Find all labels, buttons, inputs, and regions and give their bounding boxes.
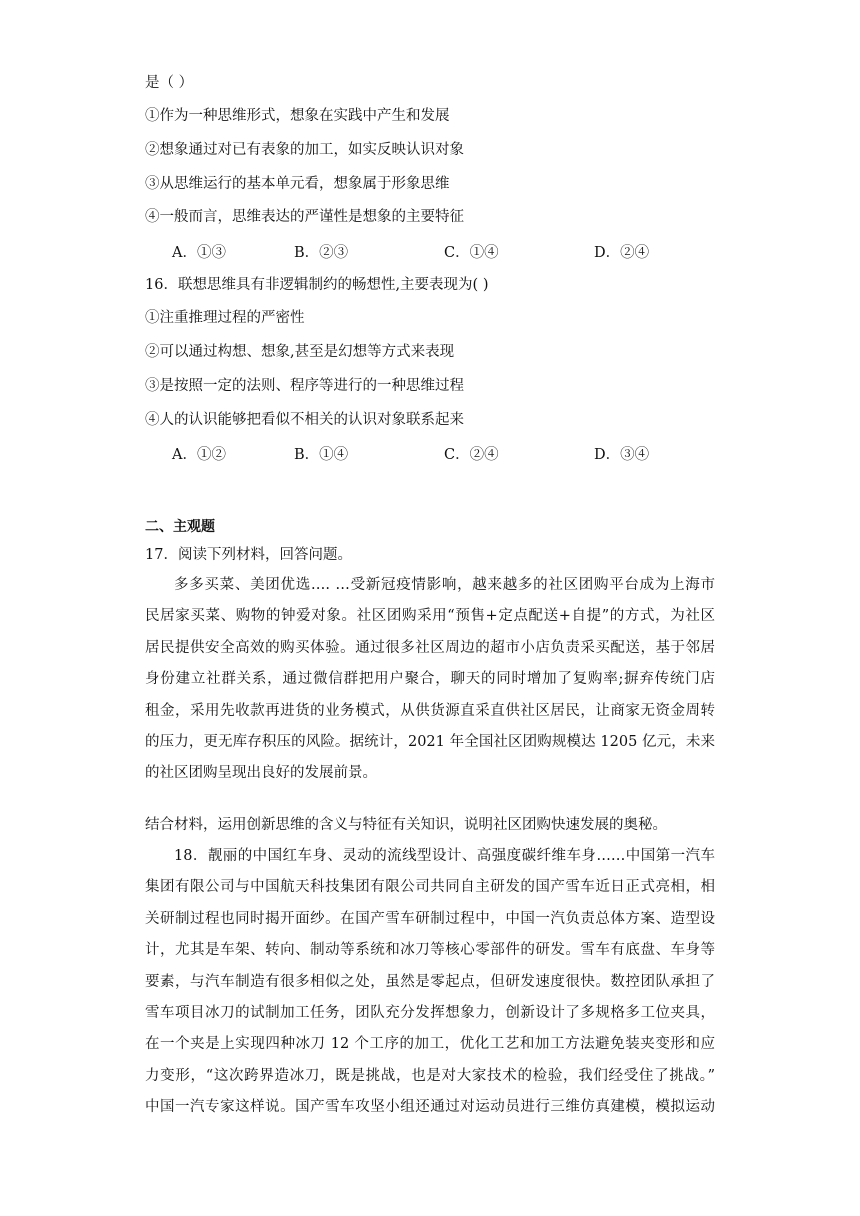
q16-option-d: D．③④ bbox=[594, 447, 650, 463]
section-heading: 二、主观题 bbox=[145, 519, 215, 535]
q18-material-line: 要素，与汽车制造有很多相似之处，虽然是零起点，但研发速度很快。数控团队承担了 bbox=[145, 973, 715, 990]
q16-item-2: ②可以通过构想、想象,甚至是幻想等方式来表现 bbox=[145, 344, 455, 360]
q15-item-4: ④一般而言，思维表达的严谨性是想象的主要特征 bbox=[145, 209, 464, 225]
q18-material-line: 计，尤其是车架、转向、制动等系统和冰刀等核心零部件的研发。雪车有底盘、车身等 bbox=[145, 942, 715, 959]
q16-item-4: ④人的认识能够把看似不相关的认识对象联系起来 bbox=[145, 412, 464, 428]
q18-material bbox=[145, 841, 715, 1124]
q16-option-c: C．②④ bbox=[444, 447, 499, 463]
q16-option-a: A．①② bbox=[172, 447, 226, 463]
q17-material-line: 民居家买菜、购物的钟爱对象。社区团购采用“预售+定点配送+自提”的方式，为社区 bbox=[145, 608, 715, 625]
q15-option-c: C．①④ bbox=[444, 245, 499, 261]
q17-material-line: 租金，采用先收款再进货的业务模式，从供货源直采直供社区居民，让商家无资金周转 bbox=[145, 702, 715, 719]
q16-item-1: ①注重推理过程的严密性 bbox=[145, 310, 305, 326]
q18-material-line: 力变形，“这次跨界造冰刀，既是挑战，也是对大家技术的检验，我们经受住了挑战。” bbox=[145, 1067, 715, 1084]
q15-item-1: ①作为一种思维形式，想象在实践中产生和发展 bbox=[145, 108, 450, 124]
q16-stem: 16．联想思维具有非逻辑制约的畅想性,主要表现为( ) bbox=[145, 277, 489, 293]
q18-material-line: 18．靓丽的中国红车身、灵动的流线型设计、高强度碳纤维车身……中国第一汽车 bbox=[174, 848, 715, 864]
q15-stem-tail: 是（ ） bbox=[145, 75, 194, 91]
q17-stem: 17．阅读下列材料，回答问题。 bbox=[145, 547, 352, 563]
q17-question: 结合材料，运用创新思维的含义与特征有关知识，说明社区团购快速发展的奥秘。 bbox=[145, 817, 667, 833]
q15-option-b: B．②③ bbox=[294, 245, 349, 261]
q18-material-line: 雪车项目冰刀的试制加工任务，团队充分发挥想象力，创新设计了多规格多工位夹具， bbox=[145, 1004, 715, 1021]
q15-option-d: D．②④ bbox=[594, 245, 650, 261]
q15-options bbox=[172, 241, 692, 261]
q16-options bbox=[172, 443, 692, 463]
q17-material bbox=[145, 570, 715, 790]
q18-material-line: 关研制过程也同时揭开面纱。在国产雪车研制过程中，中国一汽负责总体方案、造型设 bbox=[145, 910, 715, 927]
q16-item-3: ③是按照一定的法则、程序等进行的一种思维过程 bbox=[145, 378, 464, 394]
q18-material-line: 集团有限公司与中国航天科技集团有限公司共同自主研发的国产雪车近日正式亮相，相 bbox=[145, 879, 715, 896]
q18-material-line: 中国一汽专家这样说。国产雪车攻坚小组还通过对运动员进行三维仿真建模，模拟运动 bbox=[145, 1099, 715, 1116]
q16-option-b: B．①④ bbox=[294, 447, 349, 463]
q17-material-line: 的社区团购呈现出良好的发展前景。 bbox=[145, 765, 377, 782]
q17-material-line: 多多买菜、美团优选…. …受新冠疫情影响，越来越多的社区团购平台成为上海市 bbox=[174, 577, 715, 593]
q17-material-line: 的压力，更无库存积压的风险。据统计，2021 年全国社区团购规模达 1205 亿元，未来 bbox=[145, 733, 715, 750]
q15-option-a: A．①③ bbox=[172, 245, 226, 261]
q17-material-line: 身份建立社群关系，通过微信群把用户聚合，聊天的同时增加了复购率;摒弃传统门店 bbox=[145, 671, 715, 688]
q18-material-line: 在一个夹是上实现四种冰刀 12 个工序的加工，优化工艺和加工方法避免装夹变形和应 bbox=[145, 1036, 715, 1053]
q15-item-2: ②想象通过对已有表象的加工，如实反映认识对象 bbox=[145, 142, 464, 158]
q17-material-line: 居民提供安全高效的购买体验。通过很多社区周边的超市小店负责采买配送，基于邻居 bbox=[145, 639, 715, 656]
q15-item-3: ③从思维运行的基本单元看，想象属于形象思维 bbox=[145, 176, 450, 192]
